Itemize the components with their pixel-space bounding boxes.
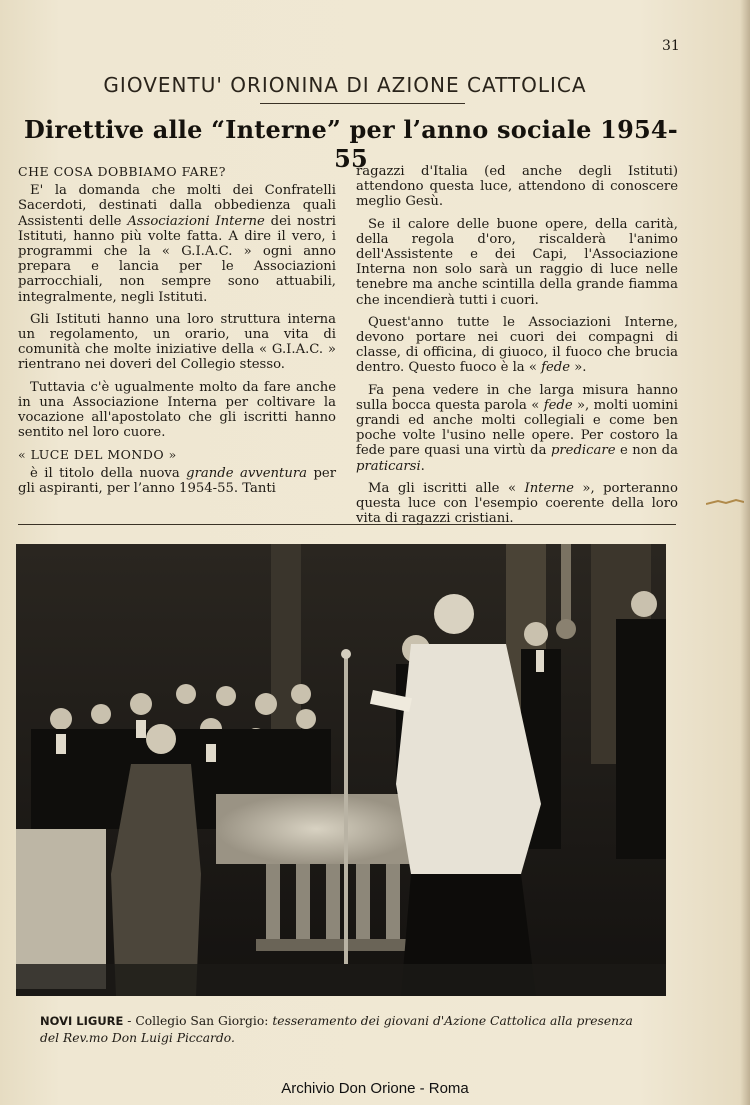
text-run-italic: grande avventura [186, 465, 307, 481]
article-headline: Direttive alle “Interne” per l’anno sociale 1954-55 [24, 115, 678, 173]
text-run: Quest'anno tutte le Associazioni Interne, devono portare nei cuori dei compagni di classe, di officina, di giuoco, il fuoco che brucia dentro. Questo fuoco è la « [356, 314, 678, 376]
page-edge-shadow [740, 0, 750, 1105]
section-title: GIOVENTU' ORIONINA DI AZIONE CATTOLICA [103, 73, 587, 97]
text-run-italic: fede [543, 397, 573, 413]
right-paragraph-4 [356, 383, 678, 474]
text-run: per gli aspiranti, per l’anno 1954-55. Tanti [18, 465, 336, 496]
photograph-ceremony [16, 544, 666, 996]
right-paragraph-5 [356, 481, 678, 527]
text-run: è il titolo della nuova [30, 465, 187, 481]
text-run: », molti uomini grandi ed anche molti collegiali e come ben poche volte l'usino nelle opere. Per costoro la fede pare quasi una virtù da [356, 397, 678, 459]
left-paragraph-2: Gli Istituti hanno una loro struttura interna un regolamento, un orario, una vita di comunità che molte iniziative della « G.I.A.C. » rientrano nei doveri del Collegio stesso. [18, 311, 336, 373]
text-run: dei nostri Istituti, hanno più volte fatta. A dire il vero, i programmi che la « G.I.A.C. » ogni anno prepara e lancia per le Associazioni parrocchiali, non sempre sono attuabili, integralmente, negli Istituti. [18, 213, 336, 305]
caption-place: NOVI LIGURE [40, 1014, 124, 1028]
left-column [18, 164, 336, 503]
text-run-italic: Associazioni Interne [127, 213, 265, 229]
archive-watermark-label: Archivio Don Orione - Roma [281, 1080, 469, 1097]
text-run: e non da [615, 443, 678, 459]
article-divider [18, 524, 676, 525]
text-run-italic: fede [541, 360, 571, 376]
text-run: E' la domanda che molti dei Confratelli Sacerdoti, destinati dalla obbedienza quali Assistenti delle [18, 183, 336, 229]
text-run: ». [570, 360, 587, 376]
subheading-luce-del-mondo: « LUCE DEL MONDO » [18, 447, 177, 463]
right-paragraph-3 [356, 315, 678, 376]
text-run-italic: Interne [524, 480, 574, 496]
caption-location: - Collegio San Giorgio: [123, 1014, 273, 1028]
right-column [356, 164, 678, 533]
text-run-italic: predicare [550, 443, 616, 459]
left-paragraph-4 [18, 466, 336, 496]
margin-ink-mark [706, 498, 744, 508]
text-run: Ma gli iscritti alle « [368, 480, 525, 496]
text-run: », porteranno questa luce con l'esempio coerente della loro vita di ragazzi cristiani. [356, 480, 678, 527]
left-paragraph-3: Tuttavia c'è ugualmente molto da fare anche in una Associazione Interna per coltivare la vocazione all'apostolato che gli iscritti hanno sentito nel loro cuore. [18, 379, 336, 441]
text-run: . [420, 458, 425, 474]
caption-description: tesseramento dei giovani d'Azione Cattolica alla presenza del Rev.mo Don Luigi Piccardo. [40, 1014, 633, 1045]
right-paragraph-2: Se il calore delle buone opere, della carità, della regola d'oro, riscalderà l'animo dell'Assistente e dei Capi, l'Associazione Interna non solo sarà un raggio di luce nelle tenebre ma anche scintilla della grande fiamma che incendierà tutti i cuori. [356, 216, 678, 308]
subheading-what-to-do: CHE COSA DOBBIAMO FARE? [18, 164, 226, 179]
left-paragraph-1 [18, 183, 336, 305]
right-paragraph-1: ragazzi d'Italia (ed anche degli Istituti) attendono questa luce, attendono di conoscere meglio Gesù. [356, 164, 678, 210]
photograph-illustration [16, 544, 666, 996]
text-run-italic: praticarsi [356, 458, 421, 474]
page-number: 31 [662, 38, 680, 54]
title-divider [260, 103, 465, 104]
text-run: Fa pena vedere in che larga misura hanno sulla bocca questa parola « [356, 382, 678, 413]
photo-caption [40, 1013, 640, 1047]
